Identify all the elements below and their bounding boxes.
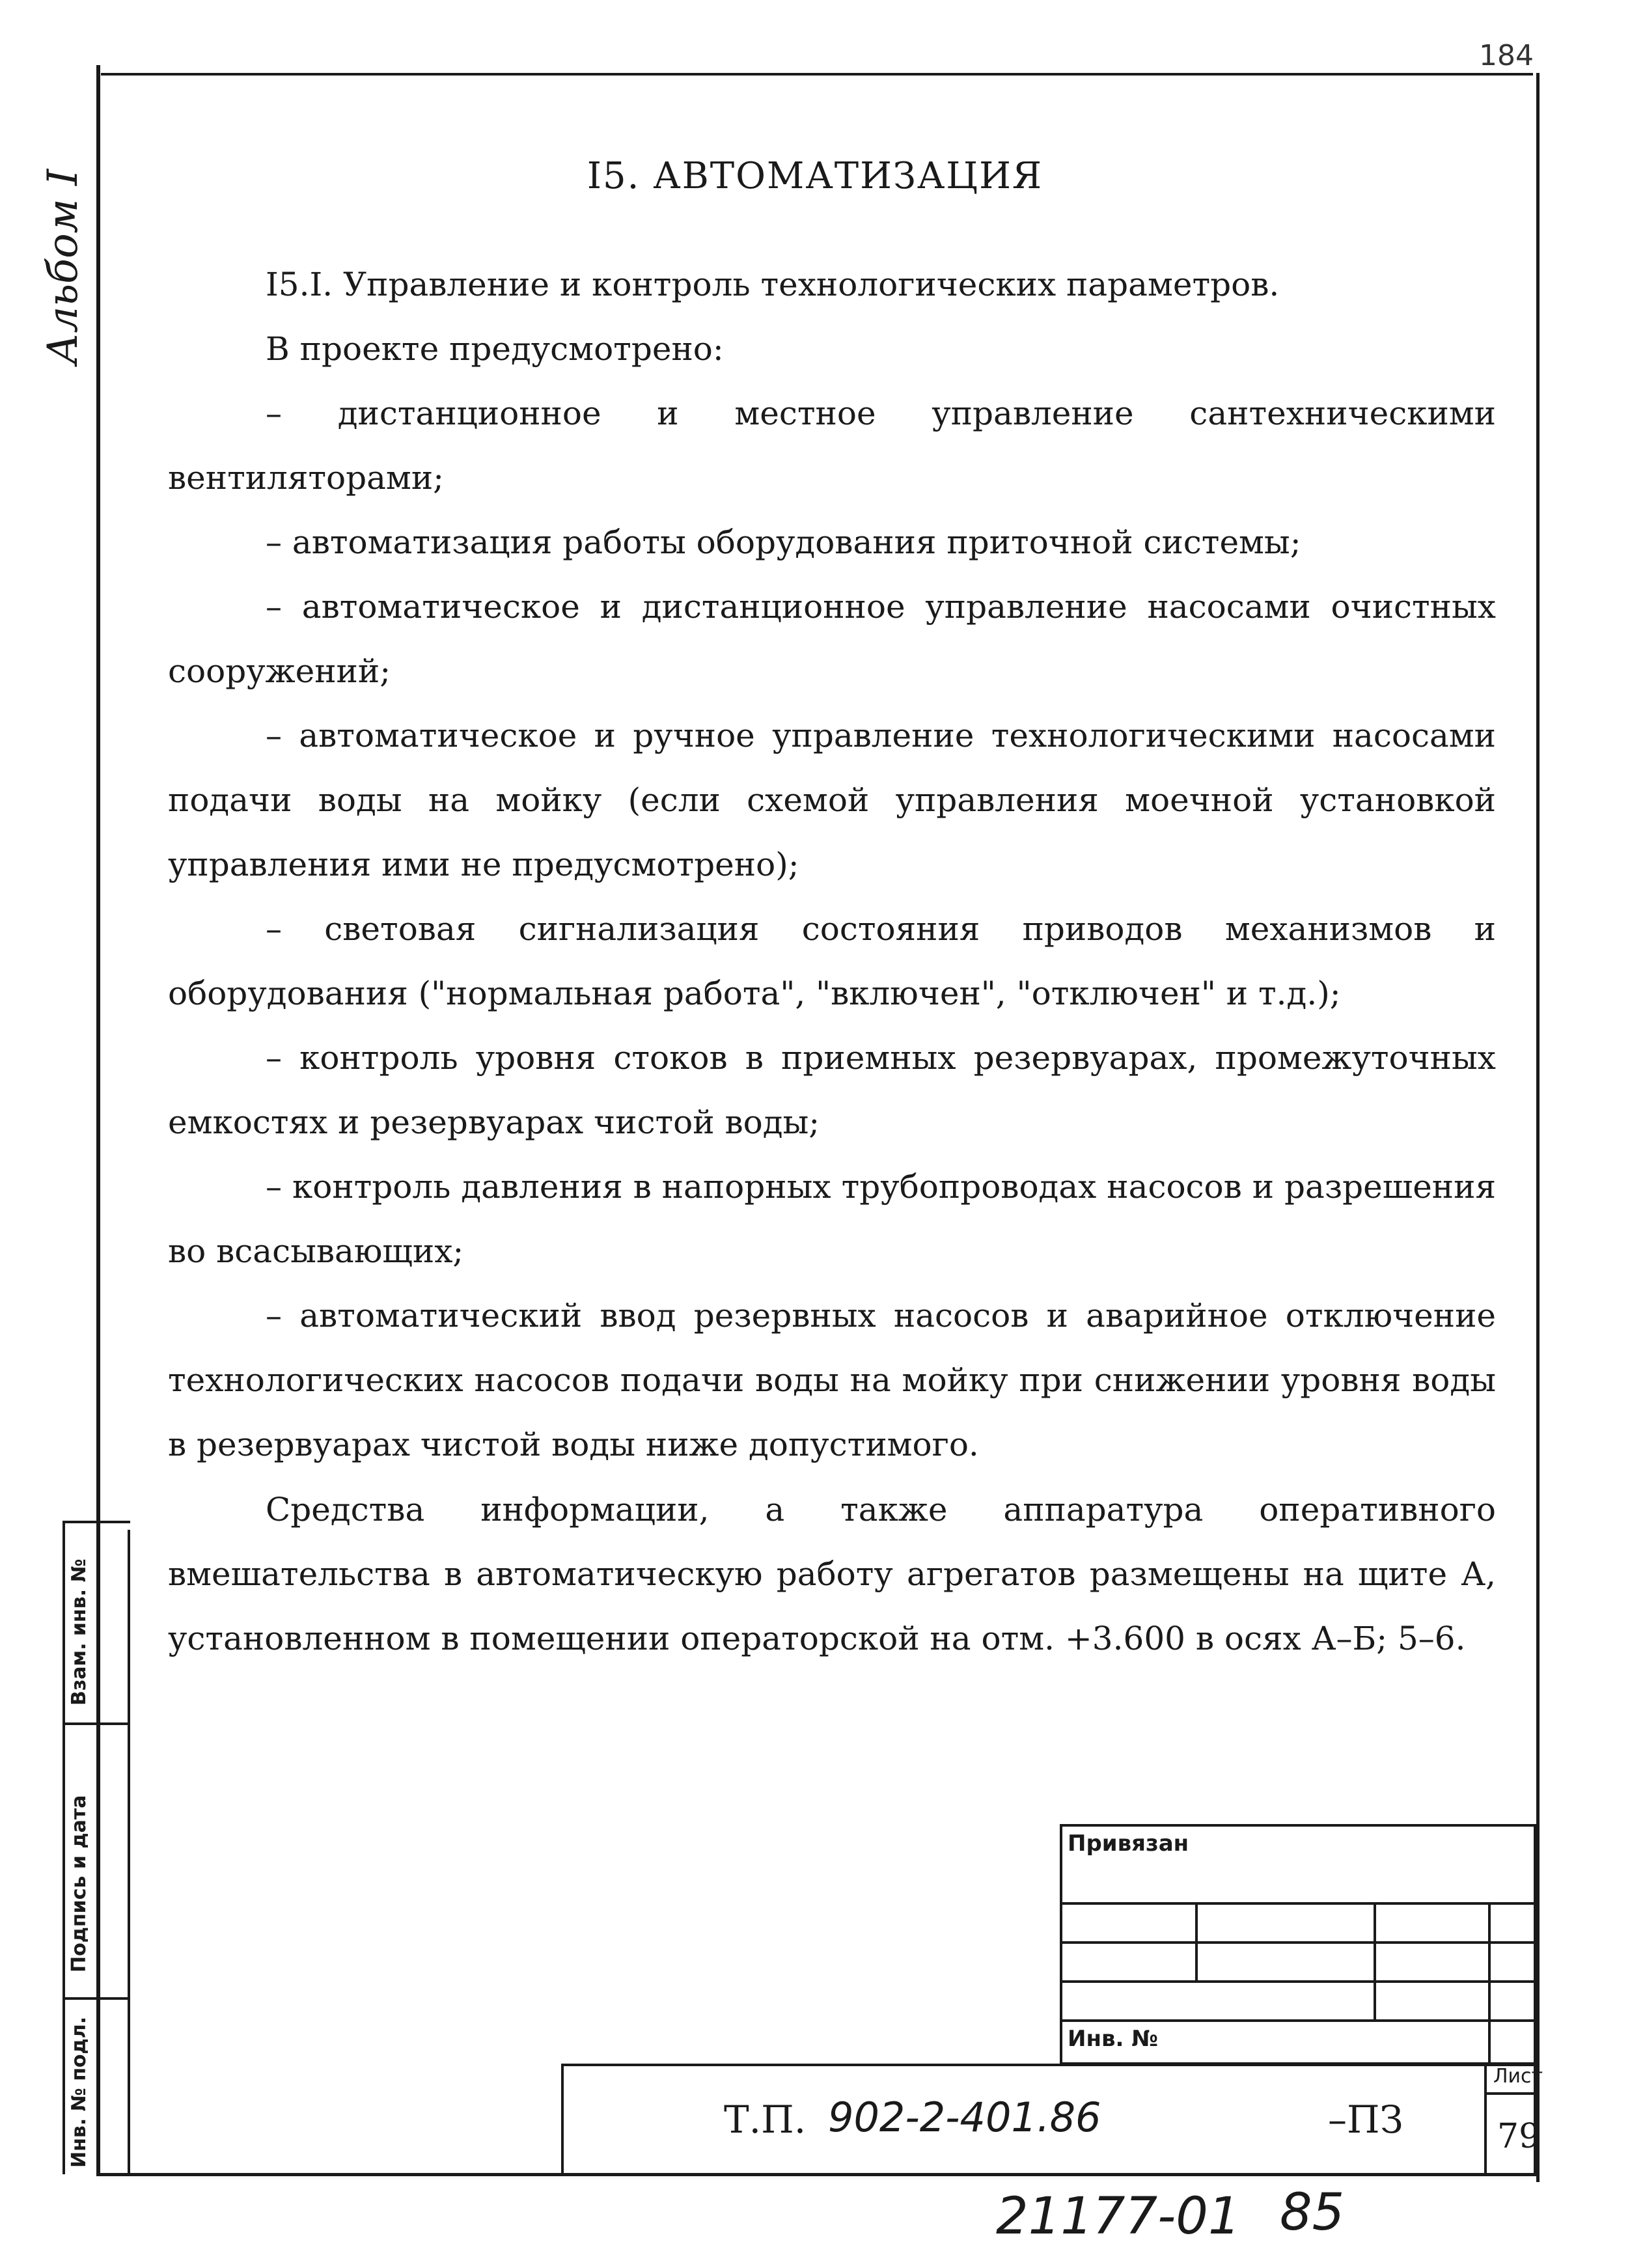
frame-left-line [96,65,100,2174]
stamp-row-line [1060,1980,1536,1983]
sheet-corner-number: 184 [1479,39,1534,72]
list-item: – дистанционное и местное управление сантехническими вентиляторами; [168,394,1496,497]
section-title: I5. АВТОМАТИЗАЦИЯ [587,155,1043,197]
list-item: – контроль уровня стоков в приемных резервуарах, промежуточных емкостях и резервуарах чистой воды; [168,1039,1496,1141]
stamp-col-line [1488,1902,1491,2065]
handwritten-page-number: 85 [1280,2183,1345,2242]
privyazan-label: Привязан [1068,1831,1189,1857]
title-strip-divider [1484,2092,1536,2095]
margin-stamp-divider [62,1722,130,1725]
intro-text: В проекте предусмотрено: [266,330,724,368]
closing-paragraph: Средства информации, а также аппаратура оперативного вмешательства в автоматическую работу агрегатов размещены на щите А, установленном в помещении операторской на отм. +3.600 в осях А–Б; 5–6. [168,1491,1496,1657]
album-handwritten-label: Альбом I [39,169,87,365]
document-suffix: –ПЗ [1328,2097,1403,2142]
inv-no-label: Инв. № [1068,2026,1159,2052]
stamp-col-line [1195,1902,1198,1980]
list-item: – автоматическое и дистанционное управление насосами очистных сооружений; [168,588,1496,690]
margin-label-signature-date: Подпись и дата [68,1795,90,1972]
margin-stamp-divider [62,1997,130,2000]
margin-stamp-divider [62,1521,130,1523]
frame-top-line [101,73,1533,76]
margin-stamp-border [62,1521,65,2174]
handwritten-code: 21177-01 [996,2187,1241,2246]
stamp-row-line [1060,1902,1536,1905]
tp-prefix: Т.П. [724,2097,807,2142]
margin-label-inv-podl: Инв. № подл. [68,2016,90,2168]
margin-label-vzam-inv: Взам. инв. № [68,1558,90,1706]
subsection-title: I5.I. Управление и контроль технологических параметров. [266,266,1280,303]
list-item: – автоматический ввод резервных насосов и аварийное отключение технологических насосов подачи воды на мойку при снижении уровня воды в резервуарах чистой воды ниже допустимого. [168,1297,1496,1463]
stamp-row-line [1060,2019,1536,2022]
stamp-row-line [1060,1941,1536,1944]
frame-inner-left-line [128,1530,130,2174]
list-item: – световая сигнализация состояния приводов механизмов и оборудования ("нормальная работа", "включен", "отключен" и т.д.); [168,910,1496,1012]
sheet-label: Лист [1493,2065,1543,2088]
list-item: – контроль давления в напорных трубопроводах насосов и разрешения во всасывающих; [168,1168,1496,1270]
sheet-number: 79 [1497,2117,1541,2156]
tp-number: 902-2-401.86 [828,2094,1101,2141]
list-item: – автоматизация работы оборудования приточной системы; [266,523,1301,561]
stamp-col-line [1374,1902,1376,2019]
frame-right-line [1536,73,1540,2182]
title-strip-divider [1484,2064,1487,2176]
list-item: – автоматическое и ручное управление технологическими насосами подачи воды на мойку (если схемой управления моечной установкой управления ими не предусмотрено); [168,717,1496,883]
